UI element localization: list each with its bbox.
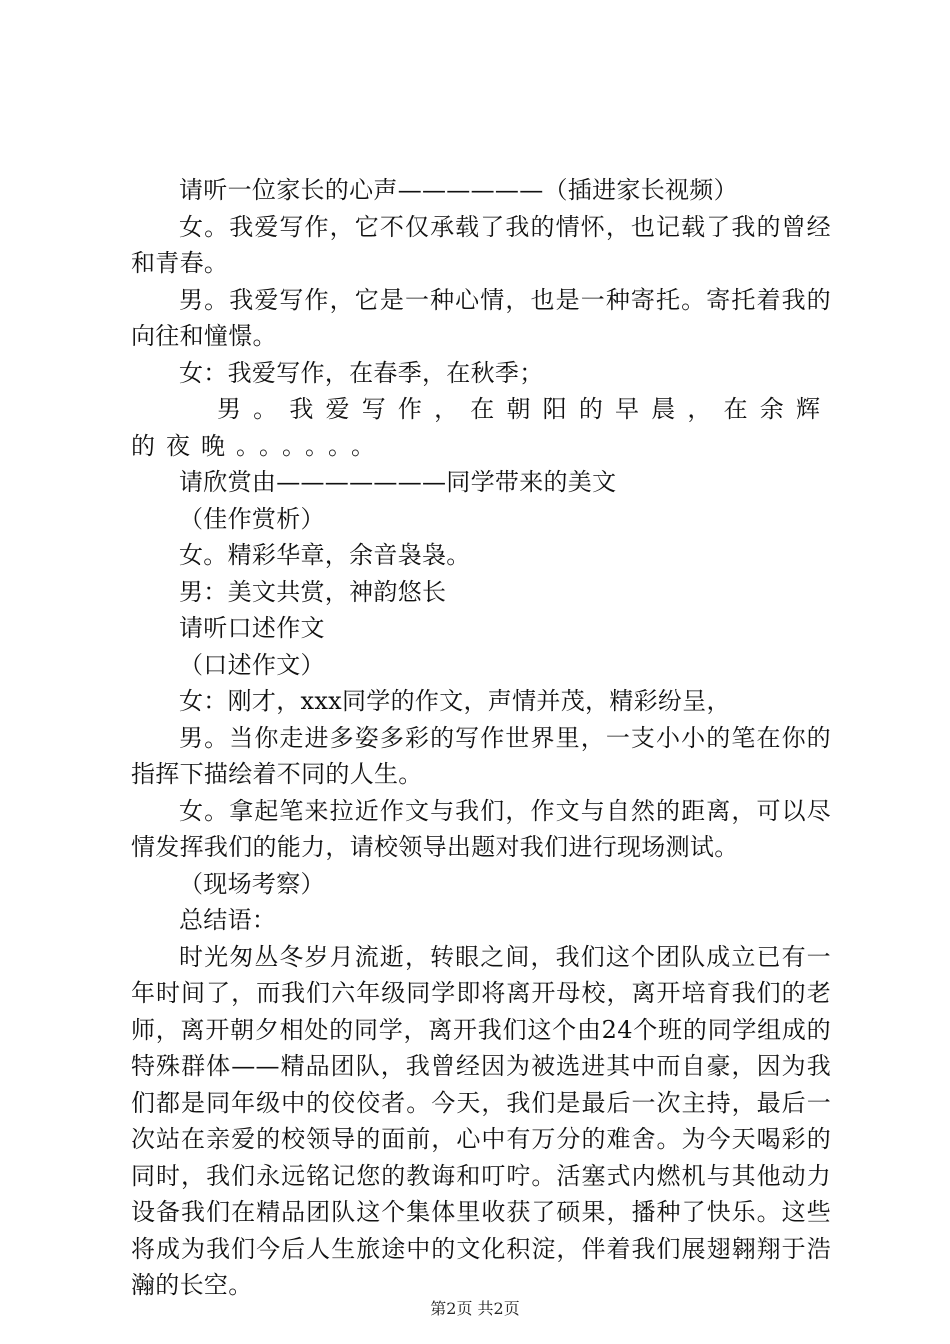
document-body xyxy=(131,172,831,1304)
paragraph-male-morning-evening: 男。我爱写作，在朝阳的早晨，在余辉的夜晚。。。。。。 xyxy=(131,395,831,460)
paragraph-female-praise: 女。精彩华章，余音袅袅。 xyxy=(179,541,471,569)
paragraph-male-writing-world: 男。当你走进多姿多彩的写作世界里，一支小小的笔在你的指挥下描绘着不同的人生。 xyxy=(131,723,831,788)
paragraph-live-inspection: （现场考察） xyxy=(179,869,325,898)
paragraph-summary-body: 时光匆丛冬岁月流逝，转眼之间，我们这个团队成立已有一年时间了，而我们六年级同学即将离开母校，离开培育我们的老师，离开朝夕相处的同学，离开我们这个由24个班的同学组成的特殊群体——精品团队，我曾经因为被选进其中而自豪，因为我们都是同年级中的佼佼者。今天，我们是最后一次主持，最后一次站在亲爱的校领导的面前，心中有万分的难舍。为今天喝彩的同时，我们永远铭记您的教诲和叮咛。活塞式内燃机与其他动力设备我们在精品团队这个集体里收获了硕果，播种了快乐。这些将成为我们今后人生旅途中的文化积淀，伴着我们展翅翱翔于浩瀚的长空。 xyxy=(131,942,831,1299)
paragraph-essay-intro: 请欣赏由———————同学带来的美文 xyxy=(179,468,617,496)
paragraph-male-praise: 男：美文共赏，神韵悠长 xyxy=(179,577,447,606)
paragraph-female-oral-comment: 女：刚才，xxx同学的作文，声情并茂，精彩纷呈， xyxy=(179,687,731,715)
paragraph-female-live-test: 女。拿起笔来拉近作文与我们，作文与自然的距离，可以尽情发挥我们的能力，请校领导出题对我们进行现场测试。 xyxy=(131,796,831,861)
paragraph-oral-intro: 请听口述作文 xyxy=(179,614,325,642)
paragraph-summary-heading: 总结语： xyxy=(179,906,277,934)
paragraph-male-writing-1: 男。我爱写作，它是一种心情，也是一种寄托。寄托着我的向往和憧憬。 xyxy=(131,285,831,350)
page-footer: 第2页 共2页 xyxy=(430,1299,520,1318)
paragraph-female-seasons: 女：我爱写作，在春季，在秋季； xyxy=(179,358,544,387)
paragraph-oral-essay: （口述作文） xyxy=(179,650,325,679)
paragraph-essay-appreciation: （佳作赏析） xyxy=(179,504,325,533)
paragraph-female-writing-1: 女。我爱写作，它不仅承载了我的情怀，也记载了我的曾经和青春。 xyxy=(131,212,831,277)
paragraph-parent-voice-intro: 请听一位家长的心声——————（插进家长视频） xyxy=(179,176,738,204)
